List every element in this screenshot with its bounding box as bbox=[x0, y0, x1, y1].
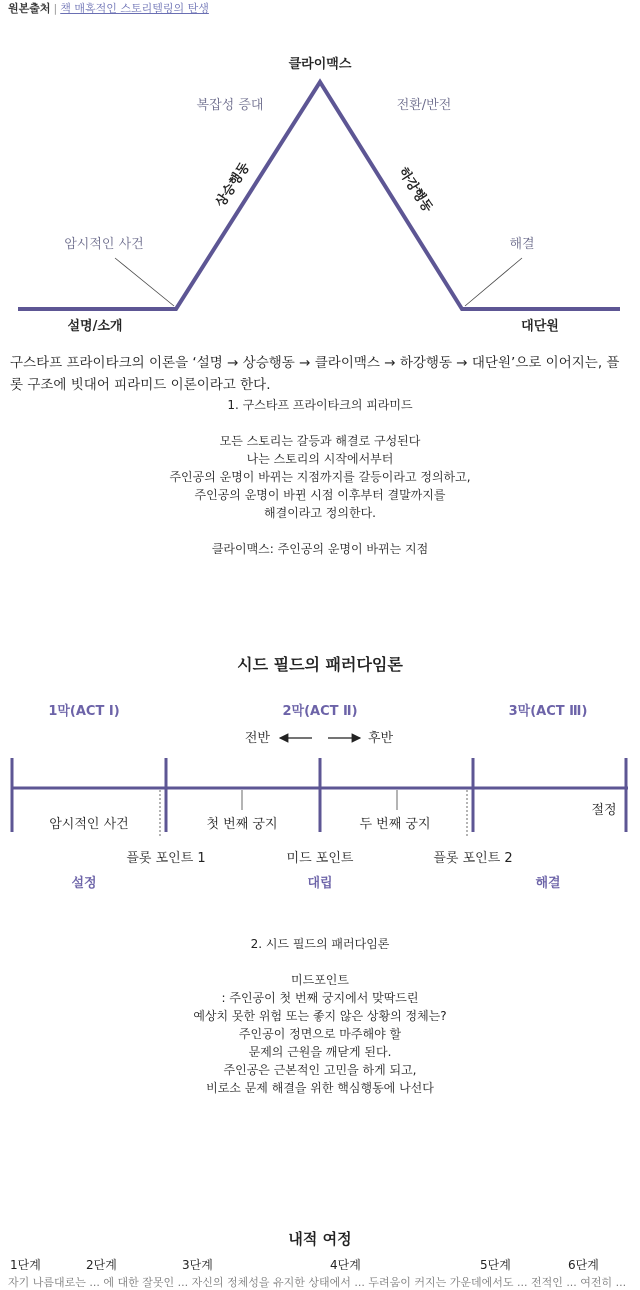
journey-stage-3: 3단계 bbox=[182, 1258, 213, 1272]
body-paragraph: 구스타프 프라이타크의 이론을 ‘설명 → 상승행동 → 클라이맥스 → 하강행동 → 대단원’으로 이어지는, 플롯 구조에 빗대어 피라미드 이론이라고 한다. bbox=[10, 355, 620, 393]
confrontation-label: 대립 bbox=[307, 876, 333, 891]
midpoint-label: 미드 포인트 bbox=[286, 851, 354, 866]
second-half-label: 후반 bbox=[368, 731, 394, 746]
journey-stages bbox=[0, 1256, 640, 1274]
pinch2-label: 두 번째 궁지 bbox=[359, 817, 431, 832]
caption-line: 1. 구스타프 프라이타크의 피라미드 bbox=[227, 398, 413, 412]
caption-line: 주인공이 정면으로 마주해야 할 bbox=[238, 1027, 402, 1041]
caption-line: 문제의 근원을 깨닫게 된다. bbox=[248, 1045, 392, 1059]
caption-line: 주인공은 근본적인 고민을 하게 되고, bbox=[223, 1063, 417, 1077]
caption-line: 클라이맥스: 주인공의 운명이 바뀌는 지점 bbox=[211, 542, 429, 556]
source-label: 원본출처 bbox=[8, 2, 51, 15]
caption-line: 예상치 못한 위험 또는 좋지 않은 상황의 정체는? bbox=[193, 1009, 447, 1023]
resolution-label: 해결 bbox=[509, 237, 535, 252]
act3-label: 3막(ACT Ⅲ) bbox=[508, 704, 588, 719]
denouement-label: 대단원 bbox=[521, 319, 559, 334]
inciting-leader-line bbox=[115, 258, 174, 306]
caption-line bbox=[0, 414, 640, 432]
caption-line: 모든 스토리는 갈등과 해결로 구성된다 bbox=[219, 434, 421, 448]
source-link[interactable]: 책 매혹적인 스토리텔링의 탄생 bbox=[60, 2, 209, 15]
journey-stage-2: 2단계 bbox=[86, 1258, 117, 1272]
rising-action-label: 상승행동 bbox=[213, 159, 254, 211]
falling-action-label: 하강행동 bbox=[394, 164, 435, 216]
caption-line: 비로소 문제 해결을 위한 핵심행동에 나선다 bbox=[206, 1081, 434, 1095]
freytag-pyramid-diagram bbox=[0, 0, 640, 345]
pinch1-label: 첫 번째 궁지 bbox=[206, 817, 278, 832]
journey-stage-descriptions: 자기 나름대로는 ... 에 대한 잘못인 ... 자신의 정체성을 유지한 상태에서 ... 두려움이 커지는 가운데에서도 ... 전적인 ... 여전히 ... bbox=[8, 1276, 627, 1289]
pyramid-line bbox=[18, 82, 620, 309]
journey-stage-5: 5단계 bbox=[480, 1258, 511, 1272]
caption-line bbox=[0, 522, 640, 540]
inciting-incident-label: 암시적인 사건 bbox=[64, 237, 144, 252]
first-half-label: 전반 bbox=[244, 731, 270, 746]
plot-point-1-label: 플롯 포인트 1 bbox=[126, 851, 206, 866]
inciting-incident-label: 암시적인 사건 bbox=[49, 817, 129, 832]
act1-label: 1막(ACT Ⅰ) bbox=[48, 704, 120, 719]
act2-label: 2막(ACT Ⅱ) bbox=[282, 704, 358, 719]
caption-line: 주인공의 운명이 바뀌는 지점까지를 갈등이라고 정의하고, bbox=[169, 470, 471, 484]
paradigm-diagram bbox=[0, 640, 640, 900]
caption-line: 해결이라고 정의한다. bbox=[264, 506, 376, 520]
journey-stage-4: 4단계 bbox=[330, 1258, 361, 1272]
caption-pyramid bbox=[0, 396, 640, 558]
inner-journey-title: 내적 여정 bbox=[288, 1230, 352, 1248]
resolution-leader-line bbox=[465, 258, 522, 306]
caption-line: 미드포인트 bbox=[291, 973, 349, 987]
journey-stage-6: 6단계 bbox=[568, 1258, 599, 1272]
setup-label: 설정 bbox=[71, 876, 97, 891]
journey-stage-1: 1단계 bbox=[10, 1258, 41, 1272]
caption-line: : 주인공이 첫 번째 궁지에서 맞딱드린 bbox=[221, 991, 419, 1005]
climax-label: 클라이맥스 bbox=[288, 57, 352, 72]
caption-line: 나는 스토리의 시작에서부터 bbox=[246, 452, 394, 466]
caption-line: 주인공의 운명이 바뀐 시점 이후부터 결말까지를 bbox=[194, 488, 446, 502]
paradigm-title: 시드 필드의 패러다임론 bbox=[237, 655, 403, 674]
reversal-label: 전환/반전 bbox=[396, 98, 452, 113]
caption-line bbox=[0, 953, 640, 971]
exposition-label: 설명/소개 bbox=[67, 319, 123, 334]
source-separator: | bbox=[53, 2, 58, 15]
climax-label: 절정 bbox=[591, 803, 617, 818]
resolution-label: 해결 bbox=[535, 876, 561, 891]
caption-line: 2. 시드 필드의 패러다임론 bbox=[250, 937, 390, 951]
caption-paradigm bbox=[0, 935, 640, 1097]
complication-label: 복잡성 증대 bbox=[196, 98, 264, 113]
plot-point-2-label: 플롯 포인트 2 bbox=[433, 851, 513, 866]
